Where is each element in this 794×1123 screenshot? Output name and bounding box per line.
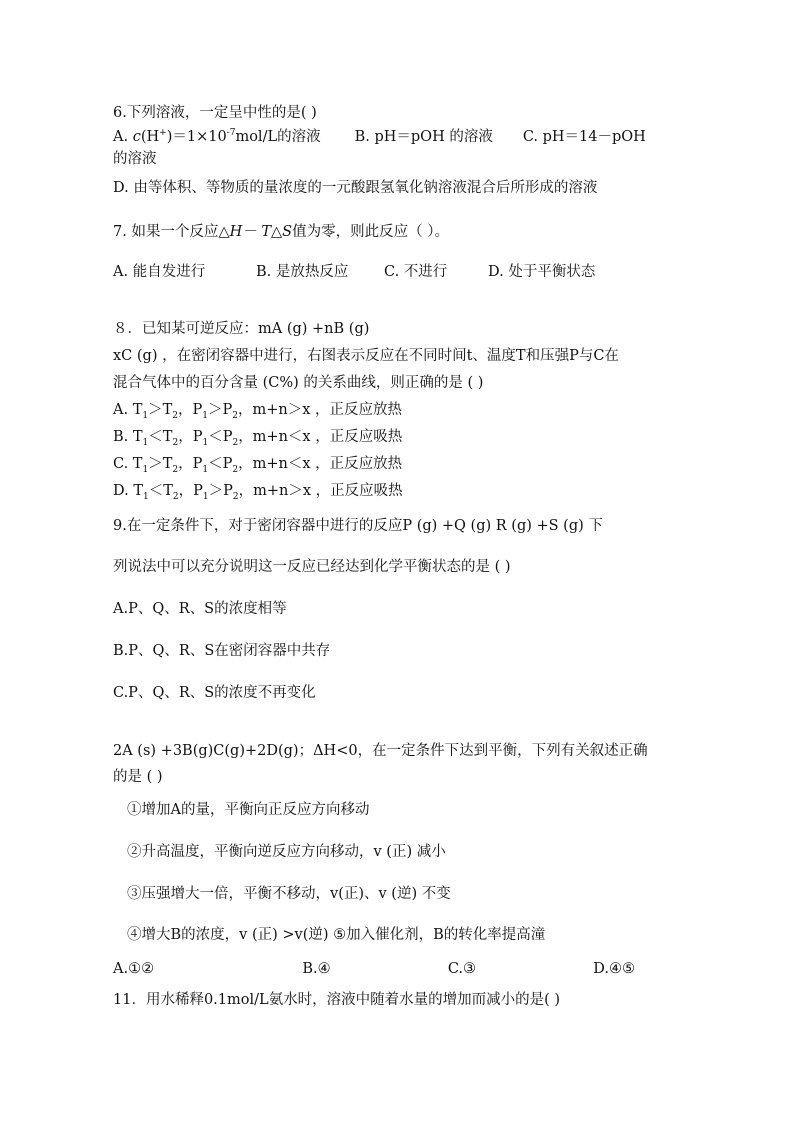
q10-statement-4-5: ④增大B的浓度，v (正) >v(逆) ⑤加入催化剂，B的转化率提高潼 <box>127 927 546 943</box>
q9-option-a: A.P、Q、R、S的浓度相等 <box>113 601 287 617</box>
q6-option-a: A. $c(H^+)=1\times 10^{-7}mol/L$的溶液 <box>113 128 321 145</box>
q7-option-a: A. 能自发进行 <box>113 264 206 280</box>
q6-option-b: B. pH＝pOH 的溶液 <box>354 129 493 145</box>
q8-option-d: D. $T_1<T_2$，$P_1>P_2$，m+n＞x ，正反应吸热 <box>113 483 403 502</box>
q6-options-row <box>113 127 646 147</box>
q6-option-c: C. pH＝14－pOH <box>522 129 646 145</box>
q10-statement-2: ②升高温度，平衡向逆反应方向移动，v (正) 减小 <box>127 844 446 860</box>
q10-option-c: C.③ <box>447 961 476 977</box>
q10-stem-line1: 2A (s) +3B(g)C(g)+2D(g)；ΔH<0，在一定条件下达到平衡，下列有关叙述正确 <box>113 743 648 759</box>
q6-stem: 6.下列溶液，一定呈中性的是( ) <box>113 105 317 121</box>
q7-option-d: D. 处于平衡状态 <box>488 264 596 280</box>
q11-stem: 11．用水稀释0.1mol/L氨水时，溶液中随着水量的增加而减小的是( ) <box>113 992 561 1008</box>
q7-stem: 7. 如果一个反应△H－ T△S值为零，则此反应（ ）。 <box>113 224 449 240</box>
q7-options <box>113 262 673 282</box>
q9-option-b: B.P、Q、R、S在密闭容器中共存 <box>113 643 331 659</box>
q8-option-b: B. $T_1<T_2$，$P_1<P_2$，m+n＜x ，正反应吸热 <box>113 429 403 448</box>
q7-option-b: B. 是放热反应 <box>256 264 349 280</box>
q10-stem-line2: 的是 ( ) <box>113 769 163 785</box>
q10-option-d: D.④⑤ <box>593 961 636 977</box>
q8-stem-line3: 混合气体中的百分含量 (C%) 的关系曲线，则正确的是 ( ) <box>113 375 484 391</box>
q9-stem-line2: 列说法中可以充分说明这一反应已经达到化学平衡状态的是 ( ) <box>113 559 511 575</box>
q9-stem-line1: 9.在一定条件下，对于密闭容器中进行的反应P (g) +Q (g) R (g) +S (g) 下 <box>113 518 603 534</box>
q10-options <box>113 959 673 979</box>
q8-stem-line2: xC (g) ，在密闭容器中进行，右图表示反应在不同时间t、温度T和压强P与C在 <box>113 348 619 364</box>
q10-option-a: A.①② <box>113 961 155 977</box>
q9-option-c: C.P、Q、R、S的浓度不再变化 <box>113 685 316 701</box>
q8-option-a: A. $T_1>T_2$，$P_1>P_2$，m+n＞x ，正反应放热 <box>113 402 403 421</box>
q10-option-b: B.④ <box>302 961 331 977</box>
q7-option-c: C. 不进行 <box>384 264 448 280</box>
q6-option-d: D. 由等体积、等物质的量浓度的一元酸跟氢氧化钠溶液混合后所形成的溶液 <box>113 180 598 196</box>
q10-statement-3: ③压强增大一倍，平衡不移动，v(正)、v (逆) 不变 <box>127 886 451 902</box>
q10-statement-1: ①增加A的量，平衡向正反应方向移动 <box>127 802 370 818</box>
q6-option-c-continued: 的溶液 <box>113 151 157 167</box>
q8-stem-line1: ８．已知某可逆反应：mA (g) +nB (g) <box>113 321 370 337</box>
q8-option-c: C. $T_1>T_2$，$P_1<P_2$，m+n＜x ，正反应放热 <box>113 456 403 475</box>
